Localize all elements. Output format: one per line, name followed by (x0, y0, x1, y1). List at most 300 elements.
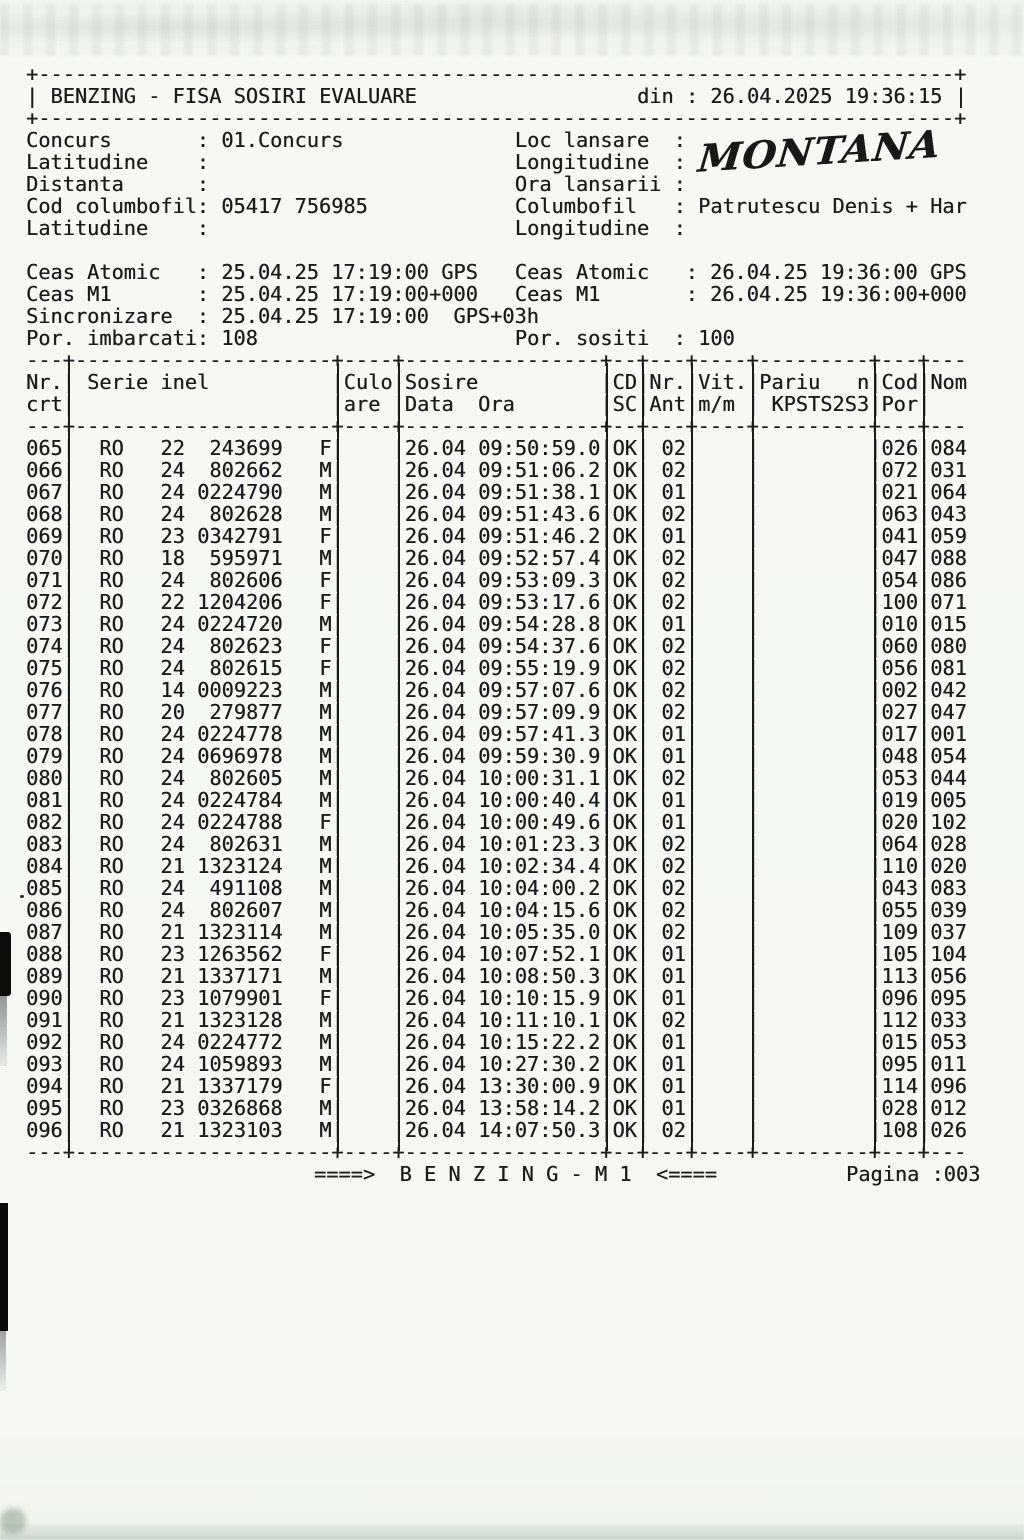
cell-cd-sc: OK (612, 898, 637, 922)
info-right (515, 195, 967, 217)
cell-cd-sc: OK (612, 700, 637, 724)
cell-ring-country: RO (99, 942, 124, 966)
info-value: Patrutescu Denis + Har (698, 194, 967, 218)
cell-ring-number: 1263562 (197, 942, 283, 966)
cell-cod-por: 002 (881, 678, 918, 702)
table-row (26, 459, 971, 481)
info-right (515, 217, 698, 239)
column-separator: | (62, 502, 75, 526)
cell-arrival-time: 09:55:19.9 (478, 656, 601, 680)
cell-ring-country: RO (99, 612, 124, 636)
cell-nom: 081 (930, 656, 967, 680)
cell-cod-por: 064 (881, 832, 918, 856)
column-separator: | (685, 590, 699, 614)
col-header-por: Por (881, 392, 918, 416)
column-separator: | (62, 370, 75, 394)
cell-arrival-date: 26.04 (404, 590, 466, 614)
column-separator: | (746, 1052, 760, 1076)
colon-separator: : (196, 150, 222, 174)
table-row (26, 525, 971, 547)
cell-cod-por: 019 (881, 788, 918, 812)
column-separator: | (392, 942, 405, 966)
cell-arrival-date: 26.04 (404, 656, 466, 680)
column-separator: | (917, 964, 931, 988)
cell-cod-por: 095 (881, 1052, 918, 1076)
cell-cod-por: 047 (881, 546, 918, 570)
box-border: +---------------------------------------------------------------------------+ (26, 62, 967, 86)
column-separator: | (600, 1118, 613, 1142)
cell-nom: 001 (930, 722, 967, 746)
cell-arrival-date: 26.04 (404, 942, 466, 966)
cell-cd-sc: OK (612, 942, 637, 966)
column-separator: | (685, 656, 699, 680)
column-separator: | (62, 1096, 75, 1120)
cell-nom: 096 (930, 1074, 967, 1098)
cell-nr-ant: 02 (661, 590, 686, 614)
column-separator: | (869, 1052, 882, 1076)
column-separator: | (392, 1074, 405, 1098)
cell-sex: M (319, 480, 332, 504)
info-row-cod-columbofil (26, 195, 971, 217)
column-separator: | (685, 678, 699, 702)
column-separator: | (62, 1074, 75, 1098)
column-separator: | (746, 634, 760, 658)
column-separator: | (331, 1118, 344, 1142)
cell-nr-ant: 02 (661, 458, 686, 482)
table-row (26, 833, 971, 855)
column-separator: | (685, 920, 699, 944)
column-separator: | (62, 964, 75, 988)
cell-nr-crt: 075 (26, 656, 63, 680)
cell-ring-number: 0696978 (197, 744, 283, 768)
column-separator: | (685, 766, 699, 790)
cell-ring-year: 24 (160, 480, 185, 504)
column-separator: | (869, 546, 882, 570)
cell-nom: 064 (930, 480, 967, 504)
column-separator: | (746, 612, 760, 636)
column-separator: | (392, 1030, 405, 1054)
column-separator: | (331, 612, 344, 636)
table-separator (26, 349, 971, 371)
column-separator: | (746, 370, 760, 394)
cell-nr-ant: 01 (661, 788, 686, 812)
cell-arrival-time: 10:01:23.3 (478, 832, 601, 856)
cell-ring-number: 802623 (209, 634, 283, 658)
cell-nr-crt: 077 (26, 700, 63, 724)
cell-sex: M (319, 546, 332, 570)
table-row (26, 965, 971, 987)
column-separator: | (917, 1052, 931, 1076)
cell-ring-country: RO (99, 436, 124, 460)
column-separator: | (685, 612, 699, 636)
cell-ring-number: 0009223 (197, 678, 283, 702)
cell-ring-country: RO (99, 854, 124, 878)
cell-cd-sc: OK (612, 766, 637, 790)
column-separator: | (917, 744, 931, 768)
cell-nr-ant: 01 (661, 942, 686, 966)
column-separator: | (331, 700, 344, 724)
column-separator: | (746, 436, 760, 460)
cell-ring-country: RO (99, 634, 124, 658)
scan-artifact-left-blob-fade (0, 996, 7, 1066)
column-separator: | (917, 810, 931, 834)
column-separator: | (600, 1030, 613, 1054)
column-separator: | (869, 524, 882, 548)
cell-arrival-time: 09:57:41.3 (478, 722, 601, 746)
column-separator: | (685, 810, 699, 834)
colon-separator: : (196, 260, 222, 284)
cell-ring-year: 21 (160, 964, 185, 988)
cell-nom: 095 (930, 986, 967, 1010)
column-separator: | (685, 436, 699, 460)
column-separator: | (685, 392, 699, 416)
cell-ring-number: 1204206 (197, 590, 283, 614)
datetime-value: 26.04.2025 19:36:15 (710, 84, 943, 108)
column-separator: | (869, 766, 882, 790)
cell-nr-crt: 084 (26, 854, 63, 878)
cell-nr-crt: 093 (26, 1052, 63, 1076)
cell-nom: 084 (930, 436, 967, 460)
column-separator: | (636, 854, 650, 878)
column-separator: | (392, 854, 405, 878)
column-separator: | (392, 766, 405, 790)
cell-sex: M (319, 766, 332, 790)
cell-nr-ant: 02 (661, 920, 686, 944)
cell-arrival-date: 26.04 (404, 876, 466, 900)
column-separator: | (600, 480, 613, 504)
cell-cod-por: 060 (881, 634, 918, 658)
cell-arrival-time: 09:53:17.6 (478, 590, 601, 614)
column-separator: | (746, 854, 760, 878)
cell-ring-country: RO (99, 744, 124, 768)
clock-label: Por. imbarcati (26, 326, 197, 350)
cell-nom: 054 (930, 744, 967, 768)
cell-ring-year: 24 (160, 766, 185, 790)
column-separator: | (600, 832, 613, 856)
cell-arrival-date: 26.04 (404, 678, 466, 702)
column-separator: | (600, 590, 613, 614)
column-separator: | (331, 458, 344, 482)
cell-cd-sc: OK (612, 744, 637, 768)
column-separator: | (331, 898, 344, 922)
column-separator: | (62, 722, 75, 746)
info-label: Loc lansare (514, 128, 650, 152)
scan-artifact-left-bar-fade (0, 1331, 6, 1391)
column-separator: | (917, 898, 931, 922)
table-row (26, 437, 971, 459)
cell-ring-number: 0224790 (197, 480, 283, 504)
column-separator: | (600, 810, 613, 834)
column-separator: | (869, 920, 882, 944)
cell-arrival-date: 26.04 (404, 722, 466, 746)
column-separator: | (331, 1074, 344, 1098)
column-separator: | (62, 458, 75, 482)
column-separator: | (600, 766, 613, 790)
info-label: Distanta (26, 172, 124, 196)
cell-cod-por: 015 (881, 1030, 918, 1054)
cell-ring-number: 1337171 (197, 964, 283, 988)
cell-arrival-time: 09:51:06.2 (478, 458, 601, 482)
cell-nr-ant: 02 (661, 1008, 686, 1032)
column-separator: | (917, 524, 931, 548)
clock-label: Sincronizare (26, 304, 173, 328)
cell-nr-crt: 086 (26, 898, 63, 922)
column-separator: | (636, 1052, 650, 1076)
cell-arrival-date: 26.04 (404, 964, 466, 988)
column-separator: | (869, 876, 882, 900)
birds-boarded-count: 108 (221, 326, 258, 350)
cell-arrival-time: 09:54:37.6 (478, 634, 601, 658)
column-separator: | (636, 876, 650, 900)
cell-arrival-time: 10:05:35.0 (478, 920, 601, 944)
cell-sex: M (319, 612, 332, 636)
column-separator: | (869, 370, 882, 394)
column-separator: | (636, 788, 650, 812)
column-separator: | (392, 678, 405, 702)
cell-arrival-time: 09:57:07.6 (478, 678, 601, 702)
column-separator: | (746, 546, 760, 570)
cell-cod-por: 048 (881, 744, 918, 768)
column-separator: | (62, 678, 75, 702)
column-separator: | (600, 1008, 613, 1032)
column-separator: | (917, 1096, 931, 1120)
cell-nr-crt: 068 (26, 502, 63, 526)
cell-sex: M (319, 788, 332, 812)
cell-nom: 083 (930, 876, 967, 900)
column-separator: | (869, 480, 882, 504)
column-separator: | (62, 568, 75, 592)
clock-row-m1 (26, 283, 971, 305)
cell-nr-crt: 070 (26, 546, 63, 570)
clock-value: 26.04.25 19:36:00 (710, 260, 918, 284)
cell-sex: F (319, 942, 332, 966)
cell-nom: 012 (930, 1096, 967, 1120)
cell-cd-sc: OK (612, 612, 637, 636)
cell-ring-country: RO (99, 722, 124, 746)
cell-nr-crt: 081 (26, 788, 63, 812)
cell-nr-ant: 02 (661, 700, 686, 724)
column-separator: | (636, 920, 650, 944)
info-row-latitudine2 (26, 217, 971, 239)
cell-ring-country: RO (99, 1074, 124, 1098)
colon-separator: : (673, 172, 699, 196)
column-separator: | (331, 788, 344, 812)
clock-label: Ceas M1 (514, 282, 601, 306)
cell-ring-year: 24 (160, 788, 185, 812)
column-separator: | (600, 568, 613, 592)
column-separator: | (685, 1096, 699, 1120)
clock-unit: GPS+03h (453, 304, 539, 328)
info-label: Latitudine (26, 216, 149, 240)
column-separator: | (869, 986, 882, 1010)
cell-arrival-time: 13:30:00.9 (478, 1074, 601, 1098)
col-header-nom: Nom (930, 370, 967, 394)
clock-label: Por. sositi (514, 326, 650, 350)
cell-ring-year: 21 (160, 1118, 185, 1142)
column-separator: | (331, 920, 344, 944)
cell-sex: M (319, 920, 332, 944)
column-separator: | (917, 942, 931, 966)
column-separator: | (62, 1118, 75, 1142)
column-separator: | (62, 634, 75, 658)
cell-ring-number: 0326868 (197, 1096, 283, 1120)
cell-ring-year: 23 (160, 986, 185, 1010)
column-separator: | (917, 480, 931, 504)
cell-arrival-time: 09:51:43.6 (478, 502, 601, 526)
cell-cod-por: 027 (881, 700, 918, 724)
column-separator: | (636, 524, 650, 548)
column-separator: | (917, 920, 931, 944)
column-separator: | (685, 480, 699, 504)
cell-ring-year: 21 (160, 854, 185, 878)
cell-arrival-date: 26.04 (404, 854, 466, 878)
column-separator: | (917, 1030, 931, 1054)
cell-arrival-date: 26.04 (404, 1052, 466, 1076)
column-separator: | (62, 436, 75, 460)
colon-separator: : (673, 216, 699, 240)
cell-nr-crt: 090 (26, 986, 63, 1010)
cell-nr-crt: 089 (26, 964, 63, 988)
cell-nr-crt: 096 (26, 1118, 63, 1142)
cell-arrival-time: 10:08:50.3 (478, 964, 601, 988)
header-box-border-top (26, 63, 971, 85)
column-separator: | (62, 788, 75, 812)
column-separator: | (600, 436, 613, 460)
cell-cod-por: 056 (881, 656, 918, 680)
info-right (515, 129, 698, 151)
column-separator: | (62, 832, 75, 856)
cell-cod-por: 053 (881, 766, 918, 790)
column-separator: | (600, 986, 613, 1010)
clock-unit: +000 (428, 282, 478, 306)
column-separator: | (392, 898, 405, 922)
scan-artifact-left-blob (0, 932, 11, 996)
cell-cod-por: 109 (881, 920, 918, 944)
column-separator: | (636, 502, 650, 526)
column-separator: | (62, 942, 75, 966)
cell-sex: M (319, 898, 332, 922)
cell-cod-por: 110 (881, 854, 918, 878)
cell-cod-por: 114 (881, 1074, 918, 1098)
column-separator: | (746, 1030, 760, 1054)
cell-ring-number: 802615 (209, 656, 283, 680)
cell-ring-year: 22 (160, 590, 185, 614)
column-separator: | (600, 458, 613, 482)
cell-ring-year: 20 (160, 700, 185, 724)
column-separator: | (685, 722, 699, 746)
column-separator: | (600, 942, 613, 966)
cell-nr-ant: 02 (661, 502, 686, 526)
cell-ring-country: RO (99, 458, 124, 482)
cell-arrival-date: 26.04 (404, 502, 466, 526)
column-separator: | (62, 1052, 75, 1076)
column-separator: | (869, 1008, 882, 1032)
cell-ring-number: 0224778 (197, 722, 283, 746)
cell-cod-por: 113 (881, 964, 918, 988)
cell-sex: M (319, 1008, 332, 1032)
cell-nr-ant: 01 (661, 744, 686, 768)
column-separator: | (331, 678, 344, 702)
table-row (26, 1053, 971, 1075)
table-row (26, 789, 971, 811)
column-separator: | (869, 656, 882, 680)
cell-nr-ant: 02 (661, 766, 686, 790)
cell-cd-sc: OK (612, 964, 637, 988)
info-label: Longitudine (514, 216, 650, 240)
cell-ring-year: 24 (160, 810, 185, 834)
cell-nom: 044 (930, 766, 967, 790)
table-row (26, 547, 971, 569)
column-separator: | (62, 1008, 75, 1032)
cell-ring-number: 802605 (209, 766, 283, 790)
cell-ring-year: 23 (160, 524, 185, 548)
col-header-nr-ant: Nr. (649, 370, 686, 394)
table-row (26, 811, 971, 833)
info-label: Longitudine (514, 150, 650, 174)
cell-arrival-time: 10:07:52.1 (478, 942, 601, 966)
cell-cd-sc: OK (612, 458, 637, 482)
cell-nr-crt: 092 (26, 1030, 63, 1054)
footer-row (26, 1162, 981, 1186)
cell-arrival-date: 26.04 (404, 546, 466, 570)
table-row (26, 1097, 971, 1119)
column-separator: | (746, 744, 760, 768)
column-separator: | (636, 634, 650, 658)
cell-cd-sc: OK (612, 480, 637, 504)
cell-ring-year: 24 (160, 656, 185, 680)
cell-nr-crt: 079 (26, 744, 63, 768)
separator-dashes: ---+---------------------+----+----------------+--+---+----+---------+---+--- (26, 1140, 967, 1164)
cell-arrival-time: 13:58:14.2 (478, 1096, 601, 1120)
column-separator: | (331, 744, 344, 768)
cell-ring-year: 24 (160, 1030, 185, 1054)
column-separator: | (331, 986, 344, 1010)
cell-arrival-date: 26.04 (404, 744, 466, 768)
table-row (26, 1119, 971, 1141)
cell-cod-por: 063 (881, 502, 918, 526)
cell-arrival-date: 26.04 (404, 766, 466, 790)
table-body (26, 437, 971, 1141)
column-separator: | (392, 986, 405, 1010)
cell-arrival-date: 26.04 (404, 810, 466, 834)
column-separator: | (917, 766, 931, 790)
cell-cod-por: 055 (881, 898, 918, 922)
column-separator: | (685, 458, 699, 482)
cell-ring-year: 22 (160, 436, 185, 460)
separator-dashes: ---+---------------------+----+----------------+--+---+----+---------+---+--- (26, 414, 967, 438)
cell-cod-por: 108 (881, 1118, 918, 1142)
cell-ring-country: RO (99, 986, 124, 1010)
clock-right (515, 261, 967, 283)
cell-nr-ant: 02 (661, 876, 686, 900)
table-row (26, 1031, 971, 1053)
column-separator: | (636, 898, 650, 922)
cell-ring-year: 23 (160, 1096, 185, 1120)
column-separator: | (636, 546, 650, 570)
colon-separator: : (196, 194, 222, 218)
column-separator: | (331, 832, 344, 856)
scan-artifact-left-bar (0, 1203, 8, 1331)
column-separator: | (746, 1118, 760, 1142)
column-separator: | (600, 1096, 613, 1120)
column-separator: | (746, 964, 760, 988)
cell-ring-year: 24 (160, 876, 185, 900)
cell-arrival-date: 26.04 (404, 920, 466, 944)
cell-cd-sc: OK (612, 568, 637, 592)
column-separator: | (62, 920, 75, 944)
din-label: din : (637, 84, 699, 108)
column-separator: | (917, 986, 931, 1010)
